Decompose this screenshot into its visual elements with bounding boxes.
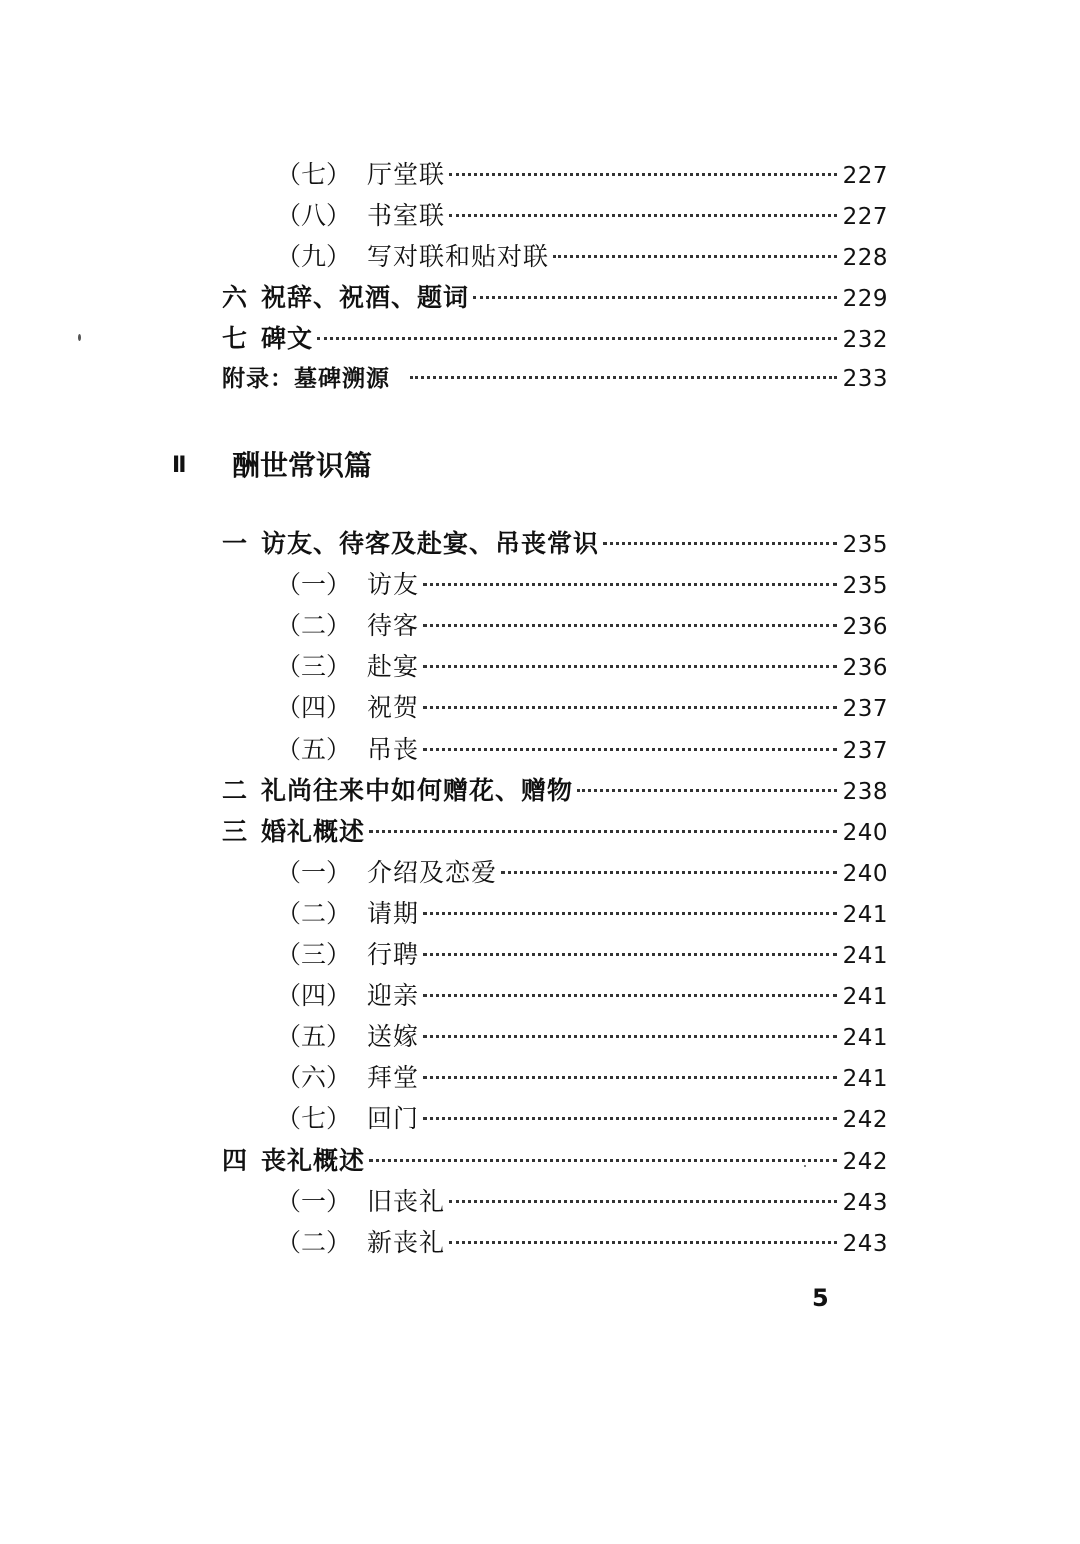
- dot-leader: [423, 665, 837, 668]
- toc-entry: [276, 1226, 888, 1260]
- toc-entry-title: 送嫁: [367, 1022, 420, 1051]
- toc-entry-number: （八）: [276, 201, 352, 230]
- part-heading: [172, 446, 372, 486]
- toc-entry-page: 235: [842, 573, 888, 599]
- toc-entry: [276, 609, 888, 643]
- toc-entry-title: 迎亲: [367, 981, 420, 1010]
- toc-entry: [276, 1102, 888, 1136]
- dot-leader: [317, 337, 837, 340]
- toc-entry-page: 242: [842, 1107, 888, 1133]
- dot-leader: [423, 912, 837, 915]
- toc-entry: [222, 281, 888, 315]
- toc-entry: [276, 199, 888, 233]
- toc-entry-page: 233: [842, 366, 888, 392]
- toc-entry-number: （六）: [276, 1063, 352, 1092]
- toc-entry: [222, 815, 888, 849]
- toc-entry-page: 241: [842, 902, 888, 928]
- toc-entry-number: （一）: [276, 570, 352, 599]
- dot-leader: [410, 376, 837, 379]
- dot-leader: [423, 994, 837, 997]
- toc-entry: [222, 322, 888, 356]
- dot-leader: [423, 706, 837, 709]
- toc-entry-title: 吊丧: [367, 735, 420, 764]
- toc-entry-number: （九）: [276, 242, 352, 271]
- toc-entry-title: 附录：墓碑溯源: [222, 366, 390, 392]
- toc-entry-number: 七: [222, 324, 248, 353]
- scan-speck: [78, 334, 81, 341]
- toc-entry-title: 书室联: [367, 201, 446, 230]
- toc-entry-title: 拜堂: [367, 1063, 420, 1092]
- toc-entry: [276, 1061, 888, 1095]
- toc-entry: [276, 1185, 888, 1219]
- dot-leader: [553, 255, 837, 258]
- toc-entry: [276, 691, 888, 725]
- toc-entry-number: （二）: [276, 1228, 352, 1257]
- page-number: 5: [812, 1284, 829, 1312]
- dot-leader: [603, 542, 837, 545]
- dot-leader: [423, 748, 837, 751]
- part-title: 酬世常识篇: [232, 449, 373, 482]
- toc-entry: [276, 158, 888, 192]
- toc-entry-title: 访友、待客及赴宴、吊丧常识: [261, 529, 600, 558]
- toc-entry-page: 241: [842, 943, 888, 969]
- dot-leader: [473, 296, 837, 299]
- toc-entry-page: 237: [842, 738, 888, 764]
- toc-entry-number: （二）: [276, 611, 352, 640]
- toc-entry-title: 婚礼概述: [261, 817, 366, 846]
- toc-entry-title: 行聘: [367, 940, 420, 969]
- toc-entry-page: 236: [842, 614, 888, 640]
- dot-leader: [369, 1159, 837, 1162]
- toc-entry-title: 赴宴: [367, 652, 420, 681]
- dot-leader: [449, 214, 837, 217]
- toc-entry-page: 228: [842, 245, 888, 271]
- toc-entry: [276, 1020, 888, 1054]
- toc-entry-page: 241: [842, 1066, 888, 1092]
- toc-entry-number: （二）: [276, 899, 352, 928]
- toc-entry-page: 227: [842, 163, 888, 189]
- toc-entry-title: 新丧礼: [367, 1228, 446, 1257]
- dot-leader: [577, 789, 837, 792]
- toc-entry-title: 丧礼概述: [261, 1146, 366, 1175]
- toc-entry-page: 237: [842, 696, 888, 722]
- dot-leader: [449, 1241, 837, 1244]
- toc-entry: [276, 568, 888, 602]
- dot-leader: [423, 953, 837, 956]
- toc-entry-page: 238: [842, 779, 888, 805]
- toc-entry-title: 请期: [367, 899, 420, 928]
- dot-leader: [369, 830, 837, 833]
- scan-speck: [804, 1165, 806, 1167]
- toc-entry-number: 三: [222, 817, 248, 846]
- toc-entry: [276, 650, 888, 684]
- toc-entry-number: 六: [222, 283, 248, 312]
- toc-entry-number: （五）: [276, 735, 352, 764]
- toc-entry-number: （四）: [276, 693, 352, 722]
- toc-entry-number: （一）: [276, 1187, 352, 1216]
- toc-entry: [276, 897, 888, 931]
- dot-leader: [423, 1076, 837, 1079]
- toc-entry-page: 240: [842, 861, 888, 887]
- toc-entry-title: 旧丧礼: [367, 1187, 446, 1216]
- toc-entry: [222, 527, 888, 561]
- toc-entry-title: 礼尚往来中如何赠花、赠物: [261, 776, 574, 805]
- dot-leader: [449, 1200, 837, 1203]
- toc-entry-title: 待客: [367, 611, 420, 640]
- toc-entry: [222, 362, 888, 396]
- toc-entry-number: （三）: [276, 940, 352, 969]
- toc-entry-number: （三）: [276, 652, 352, 681]
- toc-entry-number: 二: [222, 776, 248, 805]
- toc-entry-page: 229: [842, 286, 888, 312]
- dot-leader: [449, 173, 837, 176]
- toc-entry-page: 235: [842, 532, 888, 558]
- toc-entry: [276, 938, 888, 972]
- toc-entry-number: （一）: [276, 858, 352, 887]
- toc-entry-title: 厅堂联: [367, 160, 446, 189]
- dot-leader: [423, 624, 837, 627]
- toc-entry-page: 241: [842, 984, 888, 1010]
- toc-entry-page: 243: [842, 1231, 888, 1257]
- toc-entry-title: 介绍及恋爱: [367, 858, 498, 887]
- toc-entry-number: （四）: [276, 981, 352, 1010]
- toc-entry-title: 访友: [367, 570, 420, 599]
- toc-entry-page: 243: [842, 1190, 888, 1216]
- toc-entry-number: （五）: [276, 1022, 352, 1051]
- dot-leader: [423, 1035, 837, 1038]
- toc-entry-number: 四: [222, 1146, 248, 1175]
- toc-entry: [276, 856, 888, 890]
- toc-entry: [222, 1144, 888, 1178]
- toc-entry-page: 242: [842, 1149, 888, 1175]
- dot-leader: [423, 1117, 837, 1120]
- toc-entry: [276, 733, 888, 767]
- toc-entry-page: 227: [842, 204, 888, 230]
- toc-entry: [222, 774, 888, 808]
- toc-entry-page: 236: [842, 655, 888, 681]
- toc-entry-title: 回门: [367, 1104, 420, 1133]
- dot-leader: [423, 583, 837, 586]
- toc-entry-page: 232: [842, 327, 888, 353]
- toc-entry-title: 写对联和贴对联: [367, 242, 550, 271]
- toc-entry: [276, 979, 888, 1013]
- toc-entry-title: 祝辞、祝酒、题词: [261, 283, 470, 312]
- toc-entry-number: 一: [222, 529, 248, 558]
- toc-entry: [276, 240, 888, 274]
- toc-entry-number: （七）: [276, 160, 352, 189]
- part-marker: Ⅱ: [172, 453, 187, 478]
- toc-entry-title: 祝贺: [367, 693, 420, 722]
- toc-entry-page: 241: [842, 1025, 888, 1051]
- dot-leader: [501, 871, 837, 874]
- toc-entry-number: （七）: [276, 1104, 352, 1133]
- toc-entry-page: 240: [842, 820, 888, 846]
- toc-entry-title: 碑文: [261, 324, 314, 353]
